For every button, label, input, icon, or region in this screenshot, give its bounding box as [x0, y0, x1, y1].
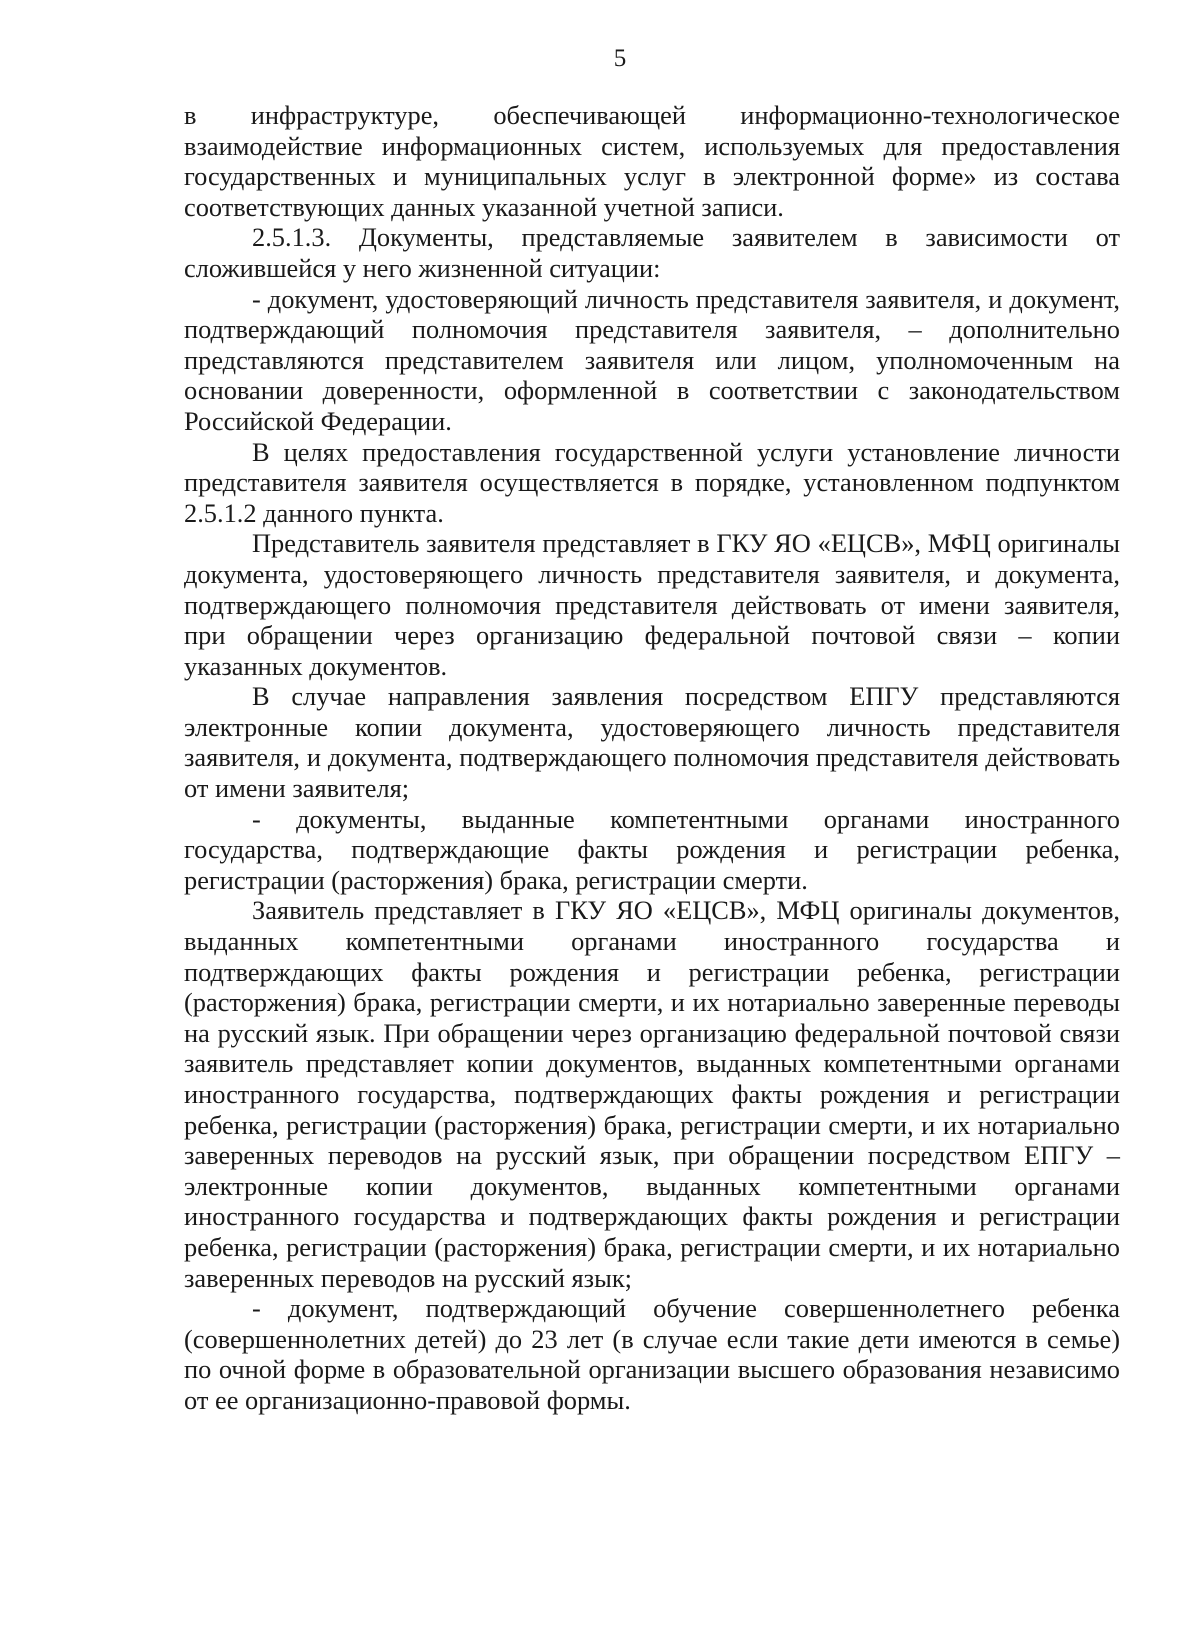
- paragraph-representative-originals: Представитель заявителя представляет в ГКУ ЯО «ЕЦСВ», МФЦ оригиналы документа, удостоверяющего личность представителя заявителя, и документа, подтверждающего полномочия представителя действовать от имени заявителя, при обращении через организацию федеральной почтовой связи – копии указанных документов.: [184, 528, 1120, 681]
- document-body: [184, 100, 1120, 1416]
- paragraph-education-document: - документ, подтверждающий обучение совершеннолетнего ребенка (совершеннолетних детей) до 23 лет (в случае если такие дети имеются в семье) по очной форме в образовательной организации высшего образования независимо от ее организационно-правовой формы.: [184, 1293, 1120, 1415]
- paragraph-foreign-documents: - документы, выданные компетентными органами иностранного государства, подтверждающие факты рождения и регистрации ребенка, регистрации (расторжения) брака, регистрации смерти.: [184, 803, 1120, 895]
- paragraph-representative-id: - документ, удостоверяющий личность представителя заявителя, и документ, подтверждающий полномочия представителя заявителя, – дополнительно представляются представителем заявителя или лицом, уполномоченным на основании доверенности, оформленной в соответствии с законодательством Российской Федерации.: [184, 283, 1120, 436]
- page-number: 5: [613, 45, 627, 72]
- paragraph-epgu-copies: В случае направления заявления посредством ЕПГУ представляются электронные копии документа, удостоверяющего личность представителя заявителя, и документа, подтверждающего полномочия представителя действовать от имени заявителя;: [184, 681, 1120, 804]
- paragraph-identity-establishment: В целях предоставления государственной услуги установление личности представителя заявителя осуществляется в порядке, установленном подпунктом 2.5.1.2 данного пункта.: [184, 436, 1120, 528]
- paragraph-2-5-1-3: 2.5.1.3. Документы, представляемые заявителем в зависимости от сложившейся у него жизненной ситуации:: [184, 222, 1120, 283]
- paragraph-applicant-foreign-originals: Заявитель представляет в ГКУ ЯО «ЕЦСВ», МФЦ оригиналы документов, выданных компетентными органами иностранного государства и подтверждающих факты рождения и регистрации ребенка, регистрации (расторжения) брака, регистрации смерти, и их нотариально заверенные переводы на русский язык. При обращении через организацию федеральной почтовой связи заявитель представляет копии документов, выданных компетентными органами иностранного государства, подтверждающих факты рождения и регистрации ребенка, регистрации (расторжения) брака, регистрации смерти, и их нотариально заверенных переводов на русский язык, при обращении посредством ЕПГУ – электронные копии документов, выданных компетентными органами иностранного государства и подтверждающих факты рождения и регистрации ребенка, регистрации (расторжения) брака, регистрации смерти, и их нотариально заверенных переводов на русский язык;: [184, 895, 1120, 1293]
- paragraph-continuation: в инфраструктуре, обеспечивающей информационно-технологическое взаимодействие информационных систем, используемых для предоставления государственных и муниципальных услуг в электронной форме» из состава соответствующих данных указанной учетной записи.: [184, 100, 1120, 222]
